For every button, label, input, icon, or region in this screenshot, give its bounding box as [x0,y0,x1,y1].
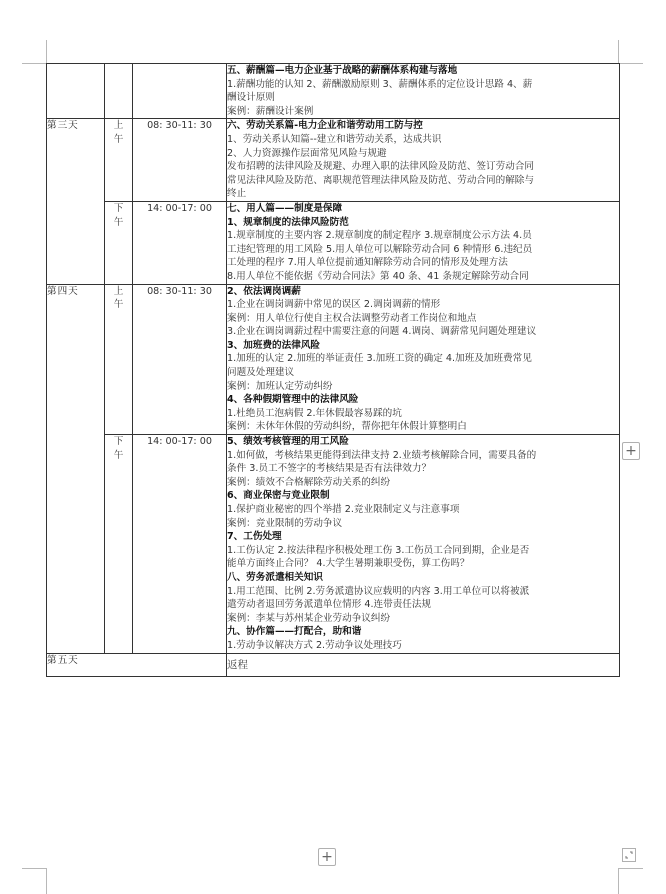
content-line: 案例：未休年休假的劳动纠纷，帮你把年休假计算整明白 [227,421,467,433]
content-line: 3.企业在调岗调薪过程中需要注意的问题 4.调岗、调薪常见问题处理建议 [227,326,537,338]
content-line: 1.如何做，考核结果更能得到法律支持 2.业绩考核解除合同，需要具备的 [227,449,537,461]
return-text: 返程 [227,658,248,671]
content-line: 案例：用人单位行使自主权合法调整劳动者工作岗位和地点 [227,312,477,324]
content-cell[interactable] [227,284,620,435]
day-cell-empty[interactable] [47,64,105,119]
content-line: 1.工伤认定 2.按法律程序积极处理工伤 3.工伤员工合同到期，企业是否 [227,544,530,556]
section-heading: 九、协作篇——打配合，助和谐 [227,626,362,638]
content-line: 1.规章制度的主要内容 2.规章制度的制定程序 3.规章制度公示方法 4.员 [227,230,532,242]
period-cell-empty[interactable] [105,64,133,119]
content-cell[interactable] [227,119,620,202]
table-row[interactable] [47,201,620,284]
content-line: 工违纪管理的用工风险 5.用人单位可以解除劳动合同 6 种情形 6.违纪员 [227,243,533,255]
table-row[interactable] [47,653,620,676]
table-row[interactable] [47,64,620,119]
section-heading: 八、劳务派遣相关知识 [227,571,323,583]
period-cell[interactable] [105,284,133,435]
period-char: 下 [113,436,124,448]
period-cell[interactable] [105,201,133,284]
content-line: 1.用工范围、比例 2.劳务派遣协议应载明的内容 3.用工单位可以将被派 [227,585,530,597]
content-line: 1.加班的认定 2.加班的举证责任 3.加班工资的确定 4.加班及加班费常见 [227,353,532,365]
day-label-cell[interactable]: 第四天 [47,284,105,653]
content-line: 1.企业在调岗调薪中常见的误区 2.调岗调薪的情形 [227,299,441,311]
content-line: 1、劳动关系认知篇--建立和谐劳动关系，达成共识 [227,133,442,145]
period-char: 午 [113,216,124,228]
content-cell-salary[interactable] [227,64,620,119]
table-resize-handle[interactable] [622,848,636,862]
period-char: 午 [113,299,124,311]
content-line: 酬设计原则 [227,92,275,104]
content-line: 案例：薪酬设计案例 [227,105,314,117]
table-row[interactable] [47,119,620,202]
crop-mark [618,868,619,894]
crop-mark [22,868,47,869]
subsection-heading: 4、各种假期管理中的法律风险 [227,394,359,406]
day-label-cell[interactable]: 第三天 [47,119,105,284]
content-line: 案例：绩效不合格解除劳动关系的纠纷 [227,476,391,488]
crop-mark [618,63,643,64]
subsection-heading: 6、商业保密与竞业限制 [227,490,330,502]
resize-icon [624,850,634,860]
period-char: 上 [113,285,124,297]
content-line: 遣劳动者退回劳务派遣单位情形 4.连带责任法规 [227,599,432,611]
subsection-heading: 1、规章制度的法律风险防范 [227,216,349,228]
content-cell[interactable] [227,435,620,654]
crop-mark [46,868,47,894]
content-cell[interactable] [227,201,620,284]
subsection-heading: 5、绩效考核管理的用工风险 [227,436,349,448]
content-cell[interactable] [227,653,620,676]
content-line: 1.薪酬功能的认知 2、薪酬激励原则 3、薪酬体系的定位设计思路 4、薪 [227,78,533,90]
section-heading: 六、劳动关系篇-电力企业和谐劳动用工防与控 [227,120,423,132]
time-cell[interactable]: 14: 00-17: 00 [133,435,227,654]
time-cell-empty[interactable] [133,64,227,119]
time-cell[interactable]: 14: 00-17: 00 [133,201,227,284]
content-line: 1.劳动争议解决方式 2.劳动争议处理技巧 [227,639,402,651]
content-line: 能单方面终止合同？ 4.大学生暑期兼职受伤，算工伤吗？ [227,558,470,570]
time-cell[interactable]: 08: 30-11: 30 [133,284,227,435]
period-char: 午 [113,449,124,461]
content-line: 问题及处理建议 [227,367,295,379]
content-line: 常见法律风险及防范、离职规范管理法律风险及防范、劳动合同的解除与 [227,174,534,186]
crop-mark [618,868,643,869]
crop-mark [618,40,619,64]
content-line: 案例：加班认定劳动纠纷 [227,380,333,392]
content-line: 1.杜绝员工泡病假 2.年休假最容易踩的坑 [227,407,402,419]
table-row[interactable] [47,435,620,654]
training-schedule-table[interactable] [46,63,620,677]
period-cell[interactable] [105,435,133,654]
content-line: 1.保护商业秘密的四个举措 2.竞业限制定义与注意事项 [227,504,460,515]
content-line: 发布招聘的法律风险及规避、办理入职的法律风险及防范、签订劳动合同 [227,161,534,173]
content-line: 2、人力资源操作层面常见风险与规避 [227,147,387,159]
subsection-heading: 3、加班费的法律风险 [227,339,321,351]
crop-mark [46,40,47,64]
crop-mark [22,63,47,64]
content-line: 条件 3.员工不签字的考核结果是否有法律效力？ [227,463,432,475]
content-line: 案例：竞业限制的劳动争议 [227,517,343,529]
time-cell[interactable]: 08: 30-11: 30 [133,119,227,202]
content-line: 案例：李某与苏州某企业劳动争议纠纷 [227,612,391,624]
add-column-button[interactable]: + [622,442,640,460]
table-row[interactable] [47,284,620,435]
period-char: 下 [113,202,124,214]
content-line: 8.用人单位不能依据《劳动合同法》第 40 条、41 条规定解除劳动合同 [227,270,529,282]
section-heading: 七、用人篇——制度是保障 [227,202,343,214]
section-heading: 五、薪酬篇—电力企业基于战略的薪酬体系构建与落地 [227,65,458,76]
content-line: 工处理的程序 7.用人单位提前通知解除劳动合同的情形及处理方法 [227,257,508,269]
period-char: 午 [113,133,124,145]
period-char: 上 [113,120,124,132]
add-row-button[interactable]: + [318,848,336,866]
day-label-cell[interactable]: 第五天 [47,653,227,676]
subsection-heading: 7、工伤处理 [227,531,282,543]
subsection-heading: 2、依法调岗调薪 [227,285,301,297]
period-cell[interactable] [105,119,133,202]
content-line: 终止 [227,188,247,200]
